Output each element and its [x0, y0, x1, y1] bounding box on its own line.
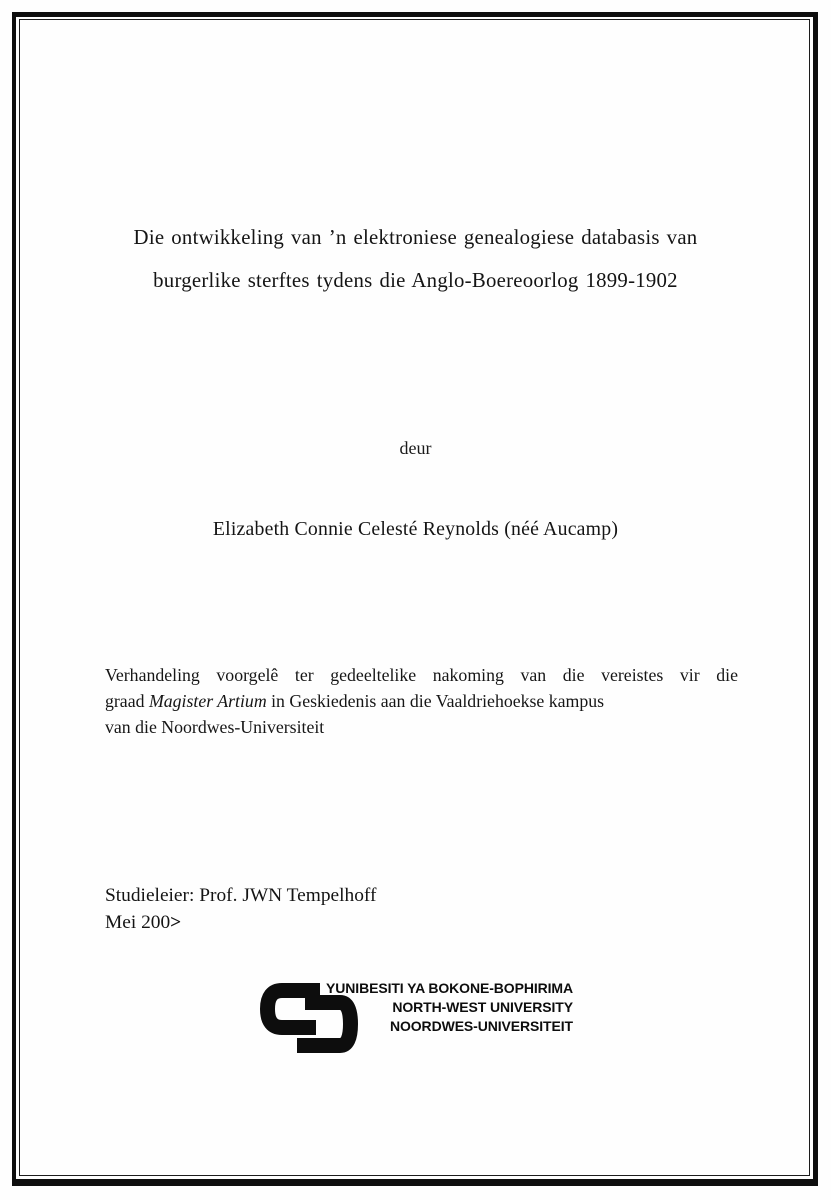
date-last-digit-glyph: >	[170, 911, 181, 933]
supervisor-block	[105, 883, 377, 936]
university-name-english: NORTH-WEST UNIVERSITY	[392, 999, 573, 1015]
degree-statement-line-2	[105, 688, 738, 714]
university-name-afrikaans: NOORDWES-UNIVERSITEIT	[389, 1018, 573, 1034]
byline-deur-label: deur	[399, 438, 432, 458]
author-name: Elizabeth Connie Celesté Reynolds (néé Aucamp)	[212, 518, 619, 540]
thesis-title-line-2: burgerlike sterftes tydens die Anglo-Boereoorlog 1899-1902	[153, 269, 678, 292]
degree-statement-line-2-post: in Geskiedenis aan die Vaaldriehoekse kampus	[266, 691, 605, 711]
degree-statement-line-3: van die Noordwes-Universiteit	[105, 717, 325, 737]
date-line	[105, 910, 377, 937]
thesis-title-line-1: Die ontwikkeling van ’n elektroniese genealogiese databasis van	[133, 226, 698, 249]
university-logo-text	[326, 979, 573, 1036]
supervisor-line: Studieleier: Prof. JWN Tempelhoff	[105, 885, 377, 906]
degree-statement	[105, 662, 738, 740]
thesis-title	[0, 216, 831, 302]
degree-statement-line-1: Verhandeling voorgelê ter gedeeltelike nakoming van die vereistes vir die	[105, 665, 738, 685]
degree-name-italic: Magister Artium	[148, 691, 267, 711]
date-prefix: Mei 200	[105, 911, 171, 933]
university-logo	[260, 979, 573, 1055]
degree-statement-line-2-pre: graad	[105, 691, 149, 711]
university-name-setswana: YUNIBESITI YA BOKONE-BOPHIRIMA	[326, 980, 573, 996]
